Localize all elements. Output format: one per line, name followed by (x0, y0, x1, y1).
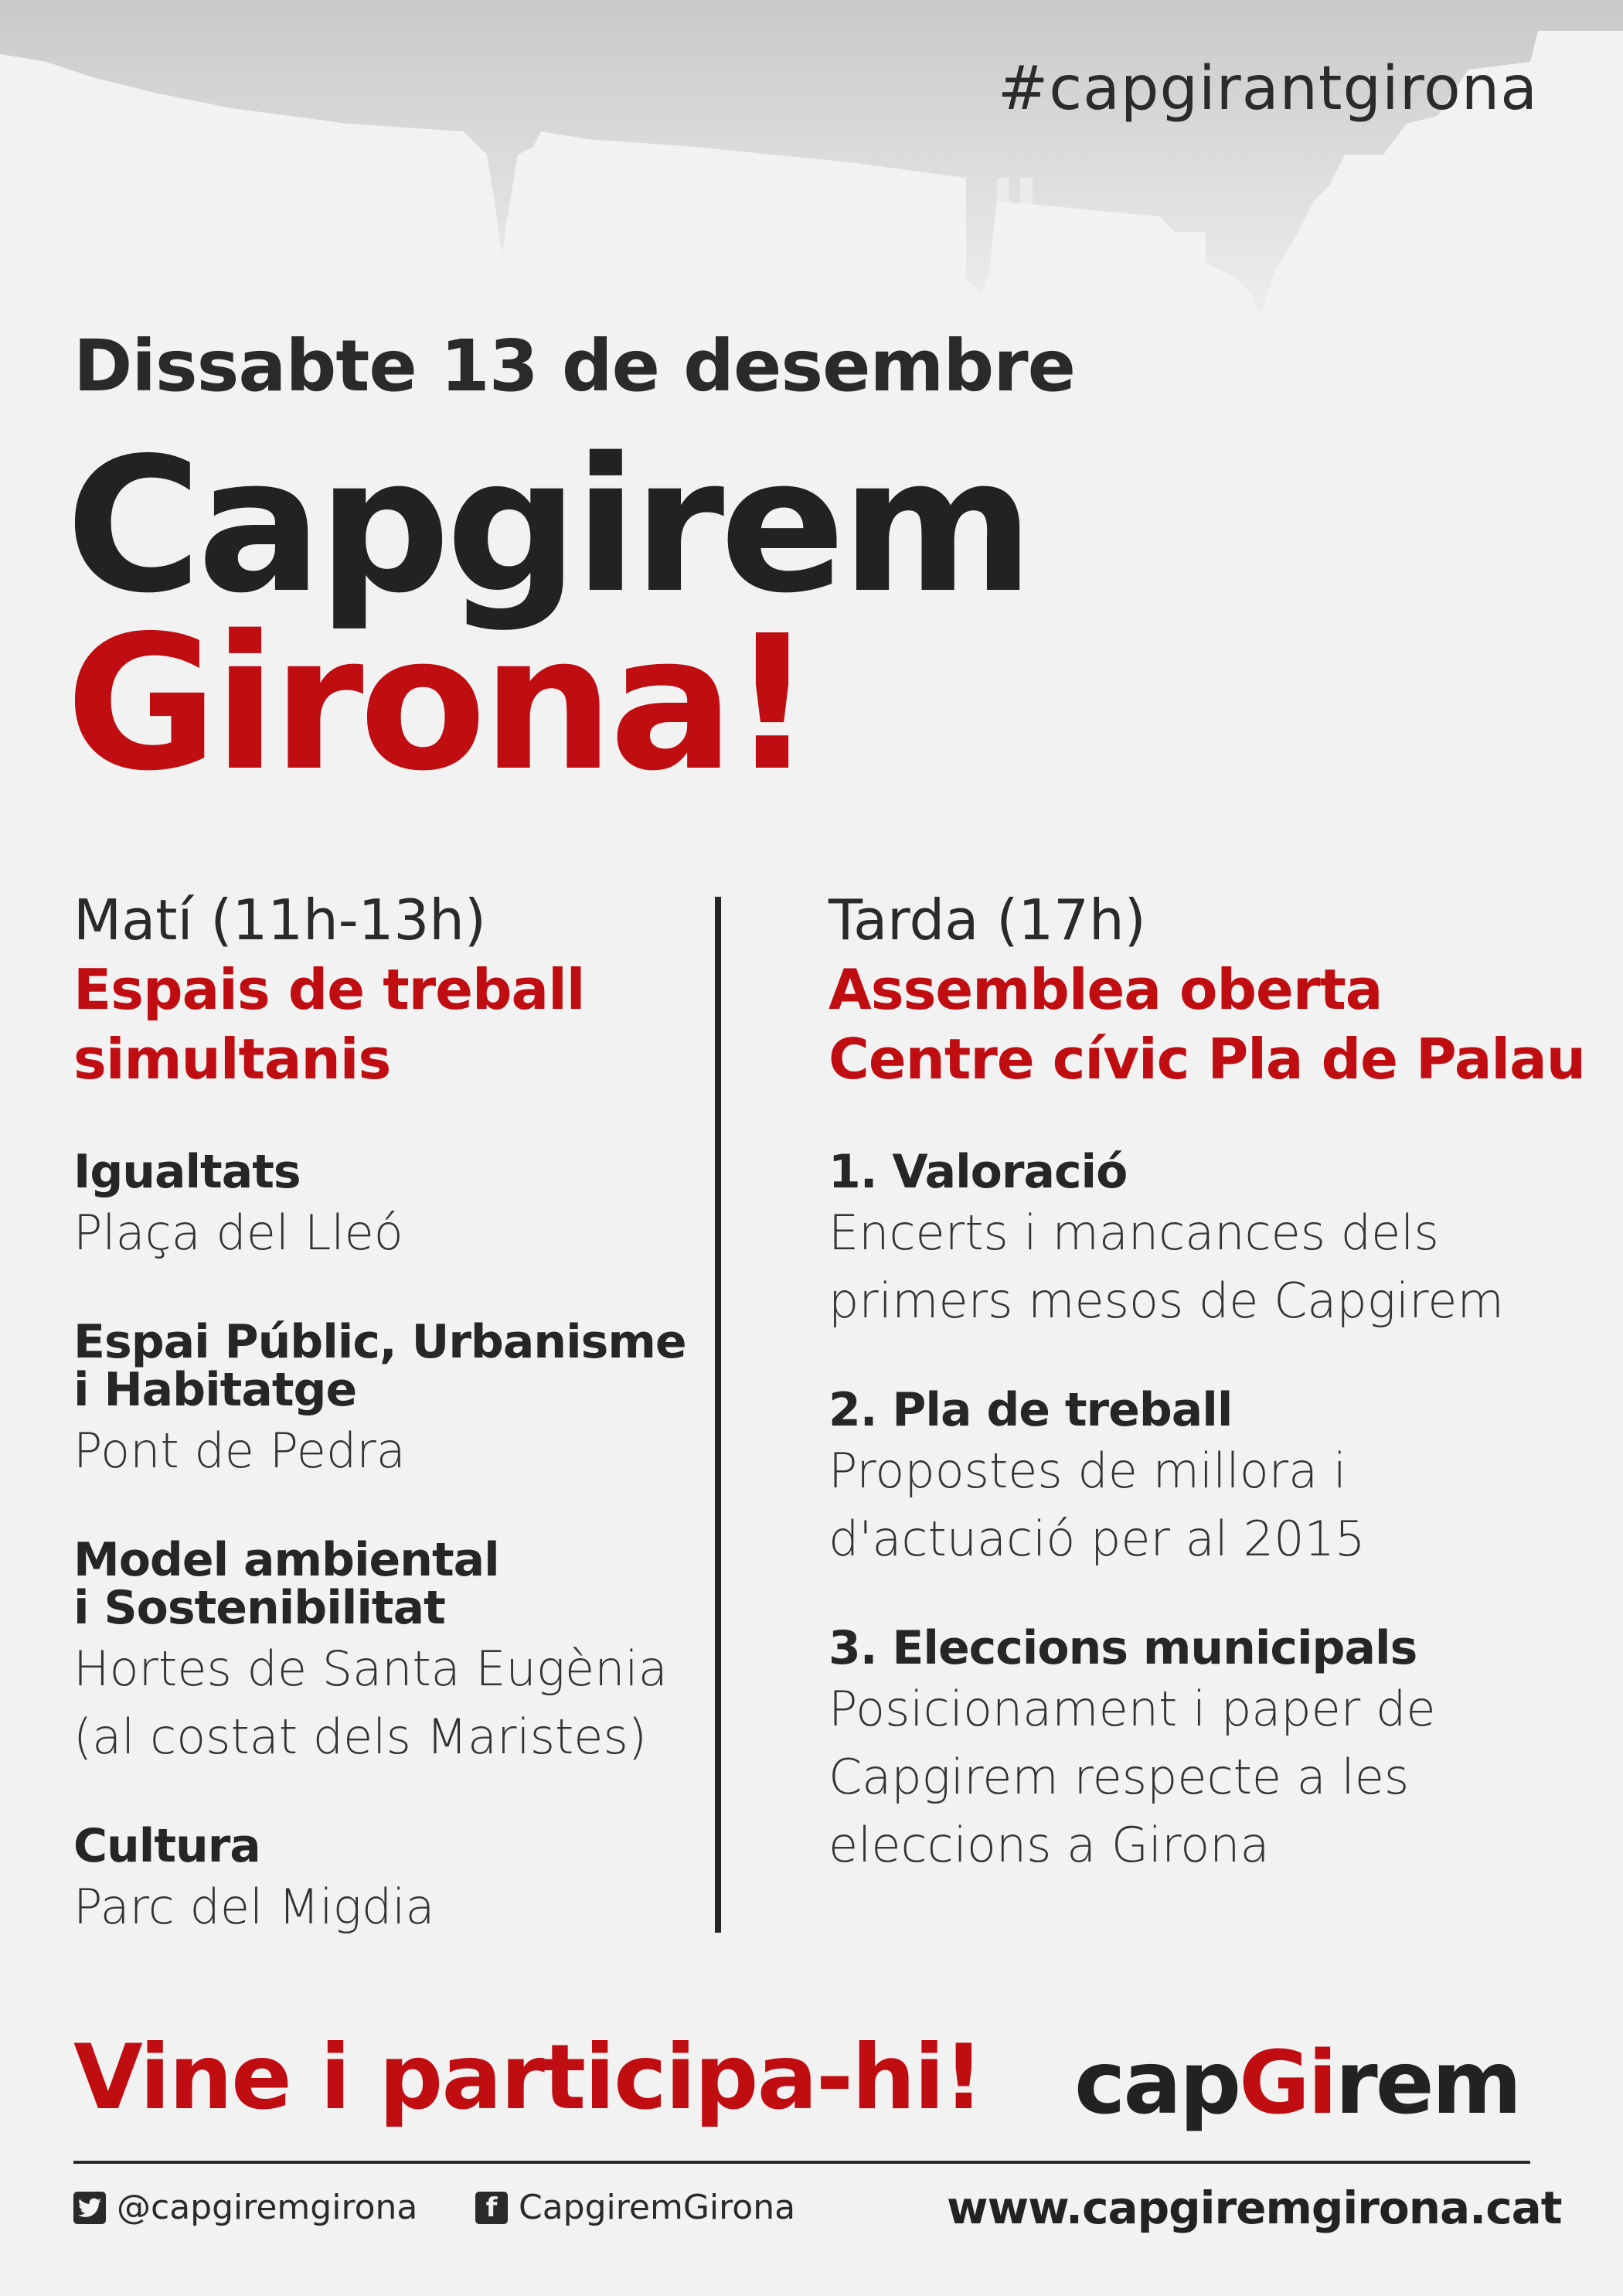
agenda-item-title: Espai Públic, Urbanisme (73, 1315, 686, 1369)
agenda-item-text: d'actuació per al 2015 (829, 1511, 1366, 1567)
agenda-item-title: i Habitatge (73, 1363, 357, 1417)
morning-items (73, 1145, 707, 1938)
agenda-item-text: Pont de Pedra (73, 1422, 406, 1479)
agenda-item-text: Posicionament i paper de (829, 1681, 1436, 1737)
logo-text-2: Gi (1239, 2033, 1335, 2134)
agenda-item-title: i Sostenibilitat (73, 1581, 445, 1635)
event-date: Dissabte 13 de desembre (73, 325, 1075, 407)
agenda-item-text: Hortes de Santa Eugènia (73, 1640, 668, 1697)
agenda-item (829, 1383, 1570, 1570)
morning-title-line-2: simultanis (73, 1027, 391, 1092)
logo-text-1: cap (1074, 2033, 1240, 2134)
logo-text-3: rem (1335, 2033, 1520, 2134)
skyline-illustration (0, 0, 1623, 325)
agenda-item-text: Propostes de millora i (829, 1443, 1347, 1499)
agenda-item (829, 1145, 1570, 1332)
agenda-item-text: (al costat dels Maristes) (73, 1708, 647, 1765)
agenda-item-title: 2. Pla de treball (829, 1383, 1233, 1437)
website-link[interactable]: www.capgiremgirona.cat (947, 2182, 1562, 2234)
afternoon-column (829, 885, 1585, 1876)
call-to-action: Vine i participa-hi! (73, 2025, 983, 2130)
title-line-1: Capgirem (66, 417, 1030, 634)
agenda-item-title: Igualtats (73, 1145, 301, 1199)
twitter-link[interactable] (73, 2188, 417, 2227)
twitter-icon (73, 2192, 106, 2224)
agenda-item (73, 1315, 707, 1482)
facebook-link[interactable] (475, 2188, 795, 2227)
agenda-item-text: Plaça del Lleó (73, 1204, 403, 1261)
hashtag: #capgirantgirona (997, 54, 1538, 124)
afternoon-time: Tarda (17h) (829, 887, 1146, 952)
agenda-item (73, 1819, 707, 1938)
footer-divider (73, 2161, 1530, 2164)
agenda-item (829, 1621, 1570, 1876)
agenda-item (73, 1533, 707, 1768)
agenda-item (73, 1145, 707, 1264)
column-divider (715, 897, 721, 1933)
agenda-item-title: Cultura (73, 1819, 260, 1873)
agenda-item-text: Capgirem respecte a les (829, 1749, 1410, 1805)
capgirem-logo (1074, 2033, 1519, 2134)
afternoon-items (829, 1145, 1570, 1876)
agenda-item-text: primers mesos de Capgirem (829, 1272, 1504, 1329)
twitter-handle: @capgiremgirona (117, 2188, 418, 2227)
afternoon-title-line-2: Centre cívic Pla de Palau (829, 1027, 1585, 1092)
agenda-item-text: eleccions a Girona (829, 1817, 1270, 1873)
morning-column (73, 885, 707, 1938)
afternoon-title-line-1: Assemblea oberta (829, 957, 1383, 1022)
agenda-item-title: Model ambiental (73, 1533, 499, 1587)
agenda-item-text: Parc del Migdia (73, 1879, 435, 1935)
morning-title-line-1: Espais de treball (73, 957, 585, 1022)
facebook-icon: f (475, 2192, 508, 2224)
agenda-item-title: 3. Eleccions municipals (829, 1621, 1417, 1675)
title-line-2: Girona! (66, 595, 810, 812)
facebook-handle: CapgiremGirona (519, 2188, 796, 2227)
morning-time: Matí (11h-13h) (73, 887, 487, 952)
agenda-item-title: 1. Valoració (829, 1145, 1128, 1199)
agenda-item-text: Encerts i mancances dels (829, 1204, 1439, 1261)
